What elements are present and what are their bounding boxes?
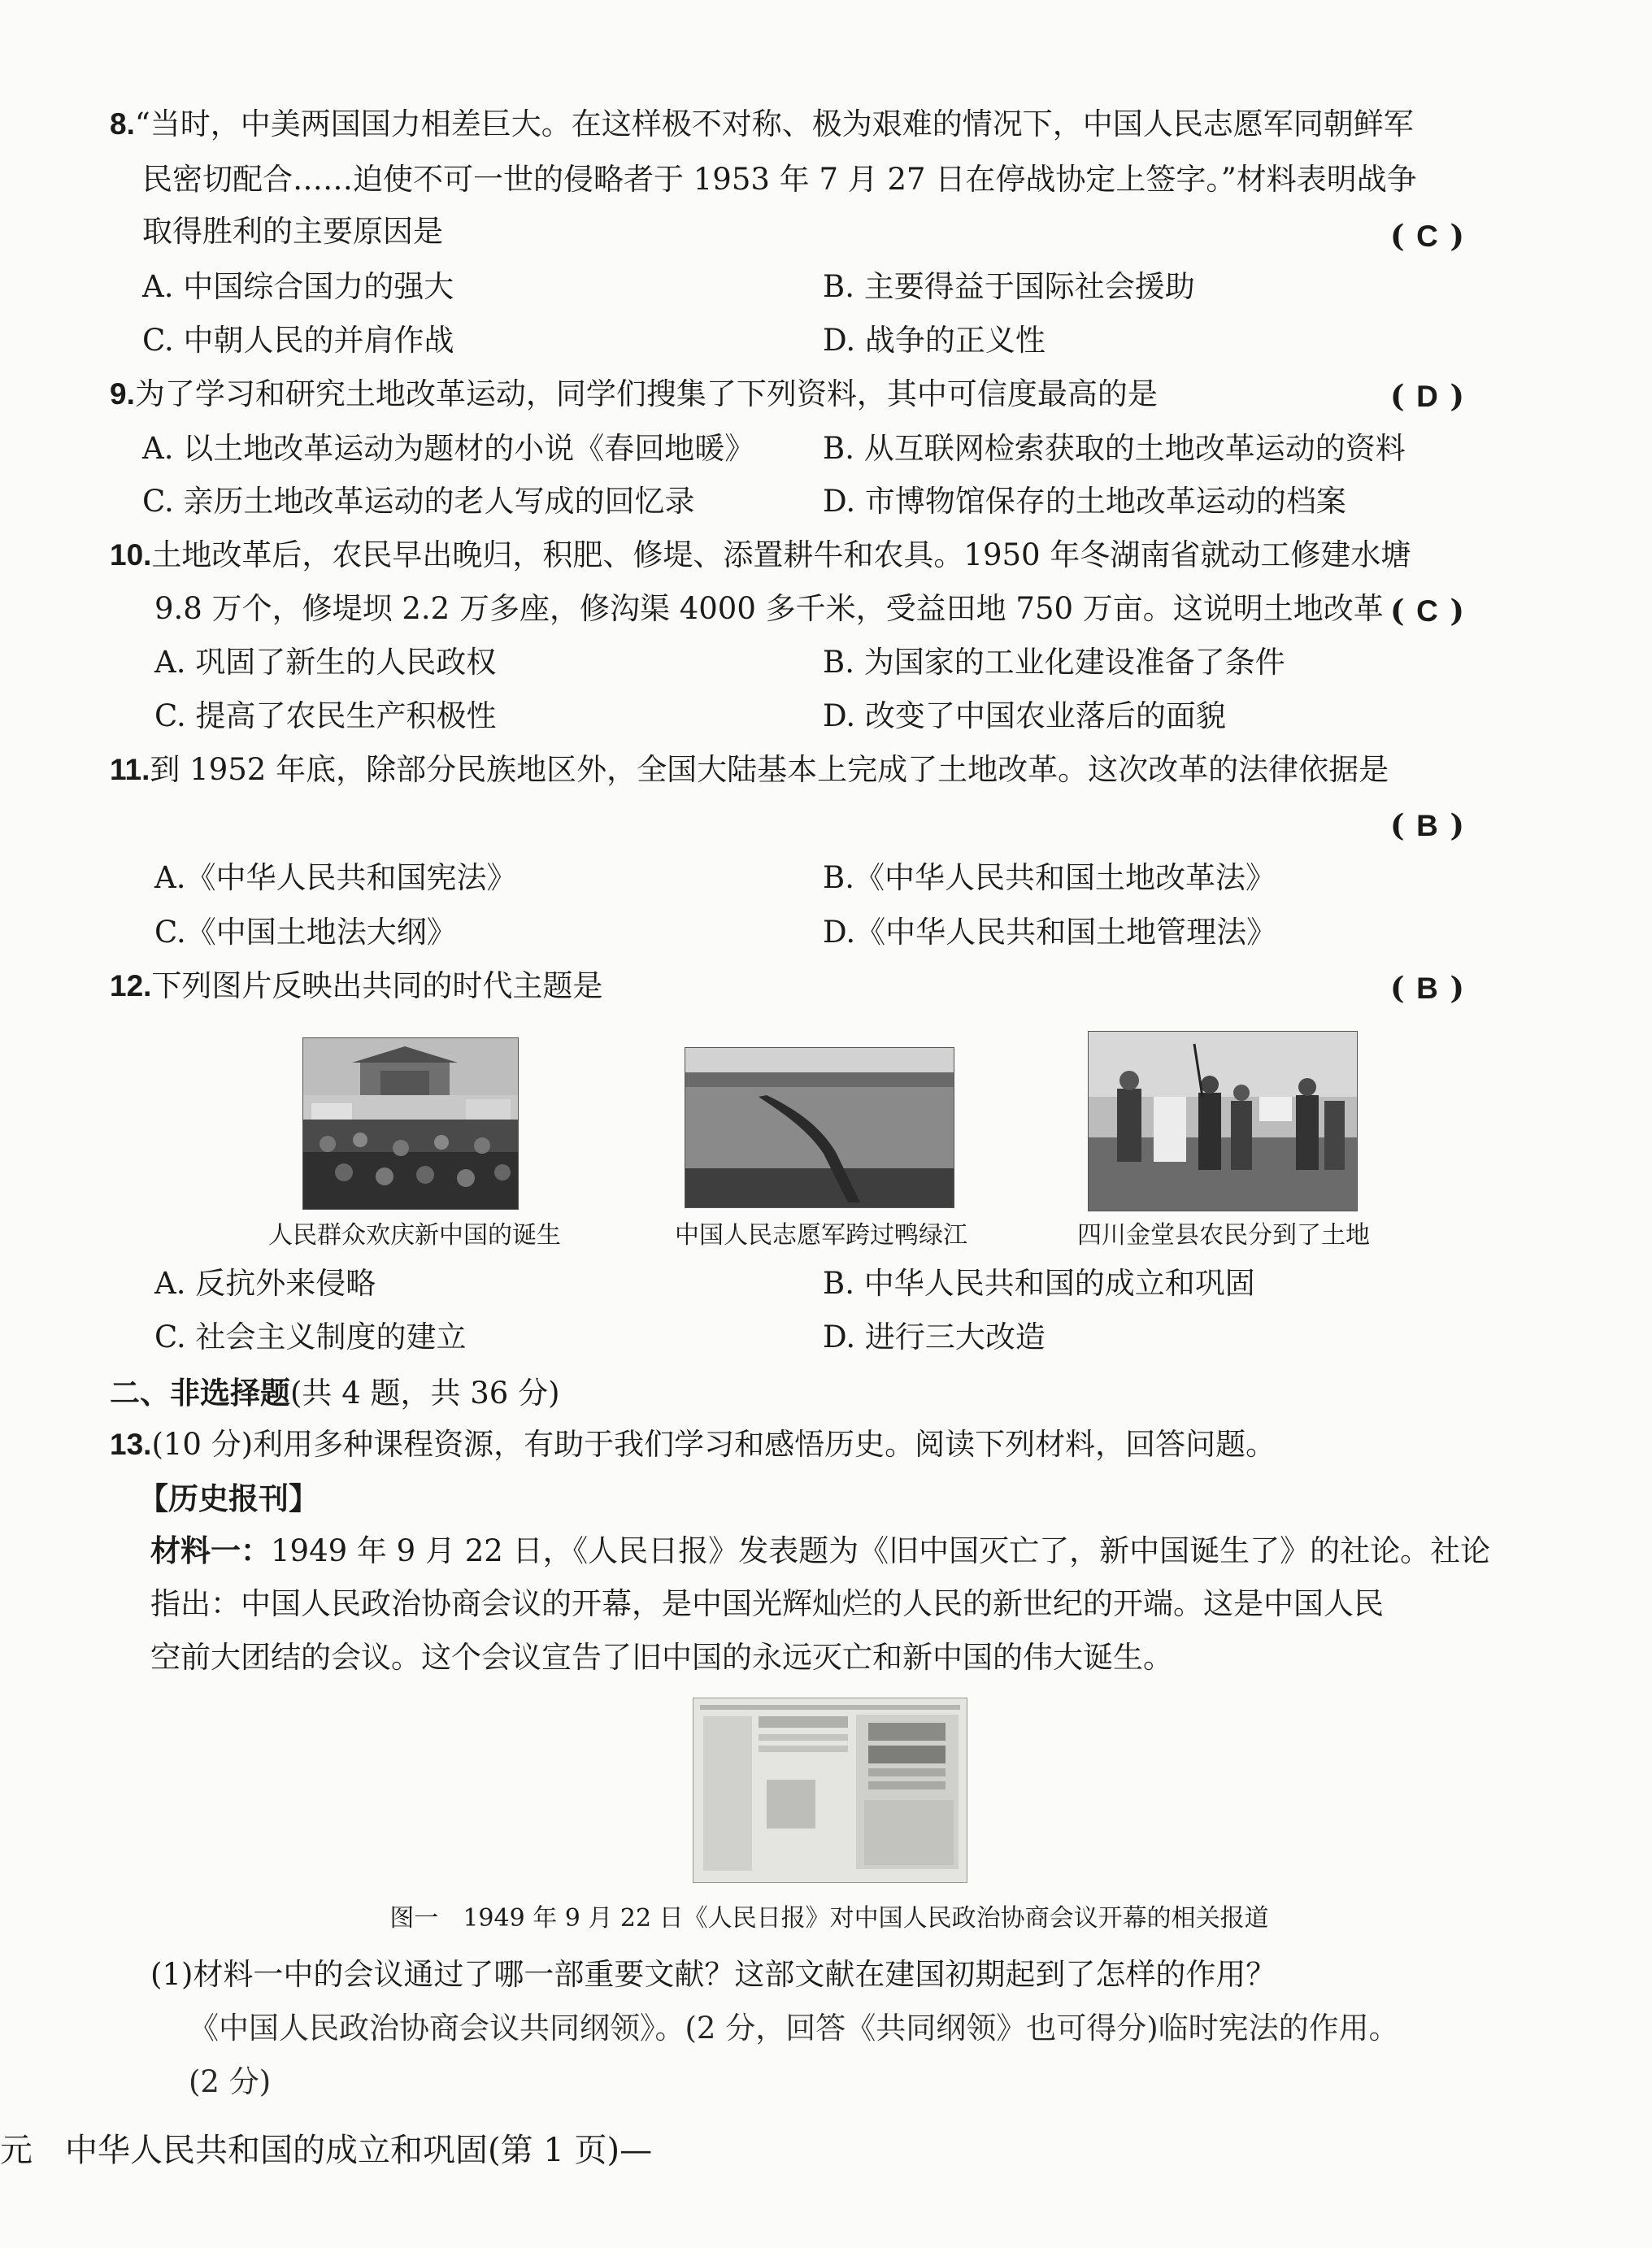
photo-caption-2: 中国人民志愿军跨过鸭绿江	[675, 1221, 967, 1250]
q8-option-a: A. 中国综合国力的强大	[142, 269, 454, 304]
q8-stem-line-2: 民密切配合……迫使不可一世的侵略者于 1953 年 7 月 27 日在停战协定上签字。”材料表明战争	[142, 162, 1417, 197]
q9-option-b: B. 从互联网检索获取的土地改革运动的资料	[823, 431, 1406, 466]
q12-number: 12.	[110, 969, 152, 1002]
q10-answer: ( C )	[1390, 593, 1465, 628]
photo-caption-3: 四川金堂县农民分到了土地	[1077, 1221, 1370, 1250]
q9-answer: ( D )	[1390, 378, 1465, 414]
q11-option-a: A.《中华人民共和国宪法》	[154, 860, 517, 895]
q9-option-a: A. 以土地改革运动为题材的小说《春回地暖》	[142, 431, 755, 466]
newspaper-figure-image	[693, 1698, 967, 1882]
q13-number: 13.	[110, 1428, 152, 1461]
q11-option-d: D.《中华人民共和国土地管理法》	[823, 915, 1277, 950]
q8-answer: ( C )	[1390, 218, 1465, 254]
q12-option-a: A. 反抗外来侵略	[154, 1266, 376, 1301]
q13-sub1-question: (1)材料一中的会议通过了哪一部重要文献？这部文献在建国初期起到了怎样的作用？	[150, 1957, 1276, 1992]
newspaper-figure	[693, 1698, 967, 1883]
q10-option-c: C. 提高了农民生产积极性	[154, 698, 497, 733]
photo-farmers-land-image	[1089, 1032, 1357, 1211]
q11-option-c: C.《中国土地法大纲》	[154, 915, 457, 950]
q13-sub1-answer-line-1: 《中国人民政治协商会议共同纲领》。(2 分，回答《共同纲领》也可得分)临时宪法的作用。	[189, 2011, 1399, 2046]
section2-note: (共 4 题，共 36 分)	[290, 1376, 560, 1411]
q8-option-c: C. 中朝人民的并肩作战	[142, 323, 454, 358]
q10-stem-line-1: 10.土地改革后，农民早出晚归，积肥、修堤、添置耕牛和农具。1950 年冬湖南省就动工修建水塘	[110, 537, 1411, 572]
photo-yalu-crossing-image	[685, 1048, 954, 1207]
q10-option-a: A. 巩固了新生的人民政权	[154, 645, 497, 680]
q13-intro: 13.(10 分)利用多种课程资源，有助于我们学习和感悟历史。阅读下列材料，回答问题。	[110, 1427, 1276, 1462]
q11-number: 11.	[110, 753, 150, 786]
q8-stem-line-3: 取得胜利的主要原因是	[142, 214, 443, 249]
q11-stem: 11.到 1952 年底，除部分民族地区外，全国大陆基本上完成了土地改革。这次改革的法律依据是	[110, 752, 1389, 787]
q13-sub1-answer-line-2: (2 分)	[189, 2064, 272, 2099]
photo-yalu-crossing	[685, 1047, 954, 1208]
q11-answer: ( B )	[1390, 807, 1465, 843]
q12-answer: ( B )	[1390, 970, 1465, 1006]
q12-option-d: D. 进行三大改造	[823, 1320, 1046, 1354]
photo-caption-1: 人民群众欢庆新中国的诞生	[268, 1221, 561, 1250]
q10-stem-line-2: 9.8 万个，修堤坝 2.2 万多座，修沟渠 4000 多千米，受益田地 750 万亩。这说明土地改革	[154, 591, 1384, 626]
photo-crowd-celebration-image	[303, 1038, 518, 1209]
q12-stem: 12.下列图片反映出共同的时代主题是	[110, 968, 603, 1003]
q12-option-c: C. 社会主义制度的建立	[154, 1320, 467, 1354]
material-label: 材料一：	[150, 1533, 271, 1568]
page-footer: 元 中华人民共和国的成立和巩固(第 1 页)—	[0, 2132, 653, 2169]
photo-farmers-land	[1088, 1031, 1358, 1211]
q8-number: 8.	[110, 107, 135, 141]
q9-stem: 9.为了学习和研究土地改革运动，同学们搜集了下列资料，其中可信度最高的是	[110, 376, 1158, 411]
q9-number: 9.	[110, 377, 135, 411]
figure-caption: 图一 1949 年 9 月 22 日《人民日报》对中国人民政治协商会议开幕的相关报道	[389, 1904, 1269, 1933]
q10-option-d: D. 改变了中国农业落后的面貌	[823, 698, 1226, 733]
q13-material-line-2: 指出：中国人民政治协商会议的开幕，是中国光辉灿烂的人民的新世纪的开端。这是中国人民	[150, 1586, 1384, 1621]
q13-material-line-1: 材料一：1949 年 9 月 22 日，《人民日报》发表题为《旧中国灭亡了，新中国诞生了》的社论。社论	[150, 1533, 1491, 1568]
q9-option-c: C. 亲历土地改革运动的老人写成的回忆录	[142, 484, 695, 519]
section2-title: 二、非选择题	[110, 1375, 290, 1411]
q10-number: 10.	[110, 538, 152, 572]
q11-option-b: B.《中华人民共和国土地改革法》	[823, 860, 1276, 895]
q9-option-d: D. 市博物馆保存的土地改革运动的档案	[823, 484, 1346, 519]
q13-material-line-3: 空前大团结的会议。这个会议宣告了旧中国的永远灭亡和新中国的伟大诞生。	[150, 1640, 1173, 1675]
section2-heading	[110, 1372, 560, 1414]
photo-crowd-celebration	[302, 1037, 519, 1210]
q10-option-b: B. 为国家的工业化建设准备了条件	[823, 645, 1285, 680]
q8-option-d: D. 战争的正义性	[823, 323, 1046, 358]
q13-heading: 【历史报刊】	[138, 1481, 319, 1516]
q8-option-b: B. 主要得益于国际社会援助	[823, 269, 1195, 304]
q12-option-b: B. 中华人民共和国的成立和巩固	[823, 1266, 1255, 1301]
q8-stem-line-1: 8.“当时，中美两国国力相差巨大。在这样极不对称、极为艰难的情况下，中国人民志愿军同朝鲜军	[110, 107, 1414, 141]
